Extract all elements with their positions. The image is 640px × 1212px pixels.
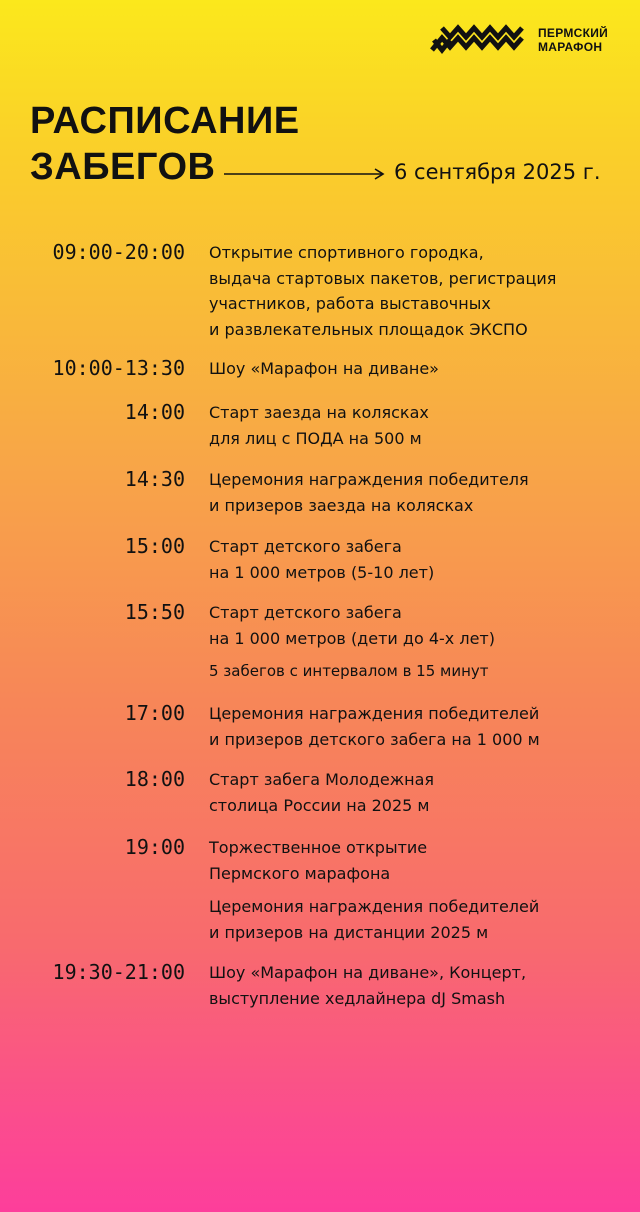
schedule-description [209, 960, 526, 1011]
description-line: и призеров заезда на колясках [209, 495, 474, 515]
description-line: на 1 000 метров (дети до 4-х лет) [209, 628, 495, 648]
schedule-time: 15:50 [124, 600, 185, 624]
schedule-description [209, 701, 540, 752]
description-line: Старт детского забега [209, 537, 402, 556]
marathon-logo-icon [430, 20, 530, 60]
description-line: Торжественное открытие [209, 838, 428, 857]
description-line: столица России на 2025 м [209, 795, 430, 815]
brand-line-2: МАРАФОН [538, 40, 603, 54]
schedule-description [209, 467, 529, 518]
description-line: Шоу «Марафон на диване» [209, 359, 439, 378]
brand-line-1: ПЕРМСКИЙ [538, 26, 609, 40]
schedule-description [209, 400, 429, 451]
schedule-time: 19:30-21:00 [52, 960, 185, 984]
event-date: 6 сентября 2025 г. [394, 160, 601, 184]
description-line: Старт детского забега [209, 603, 402, 622]
description-line: и призеров детского забега на 1 000 м [209, 729, 540, 749]
schedule-description [209, 767, 434, 818]
description-line: выступление хедлайнера dJ Smash [209, 988, 506, 1008]
description-line: и призеров на дистанции 2025 м [209, 922, 489, 942]
schedule-time: 14:00 [124, 400, 185, 424]
description-line: Открытие спортивного городка, [209, 243, 484, 262]
schedule-description [209, 240, 556, 342]
schedule-description [209, 600, 495, 651]
description-line: Старт заезда на колясках [209, 403, 429, 422]
schedule-extra-description [209, 894, 539, 945]
schedule-description [209, 534, 434, 585]
schedule-description [209, 356, 439, 382]
description-line: и развлекательных площадок ЭКСПО [209, 319, 528, 339]
description-line: Церемония награждения победителя [209, 470, 529, 489]
description-line: Шоу «Марафон на диване», Концерт, [209, 963, 527, 982]
description-line: Пермского марафона [209, 863, 391, 883]
description-line: участников, работа выставочных [209, 294, 491, 313]
schedule-time: 17:00 [124, 701, 185, 725]
description-line: для лиц с ПОДА на 500 м [209, 428, 422, 448]
brand-name [538, 26, 608, 54]
schedule-time: 15:00 [124, 534, 185, 558]
schedule-note: 5 забегов с интервалом в 15 минут [209, 662, 489, 680]
schedule-time: 09:00-20:00 [52, 240, 185, 264]
brand-logo [430, 20, 630, 60]
schedule-time: 18:00 [124, 767, 185, 791]
schedule-description [209, 835, 427, 886]
description-line: выдача стартовых пакетов, регистрация [209, 268, 557, 288]
description-line: на 1 000 метров (5-10 лет) [209, 562, 435, 582]
arrow-right-icon [224, 168, 386, 180]
schedule-time: 19:00 [124, 835, 185, 859]
schedule-time: 10:00-13:30 [52, 356, 185, 380]
title-line-2: ЗАБЕГОВ [30, 146, 216, 188]
description-line: Церемония награждения победителей [209, 704, 540, 723]
schedule-time: 14:30 [124, 467, 185, 491]
description-line: Старт забега Молодежная [209, 770, 434, 789]
description-line: Церемония награждения победителей [209, 897, 540, 916]
title-line-1: РАСПИСАНИЕ [30, 100, 300, 142]
